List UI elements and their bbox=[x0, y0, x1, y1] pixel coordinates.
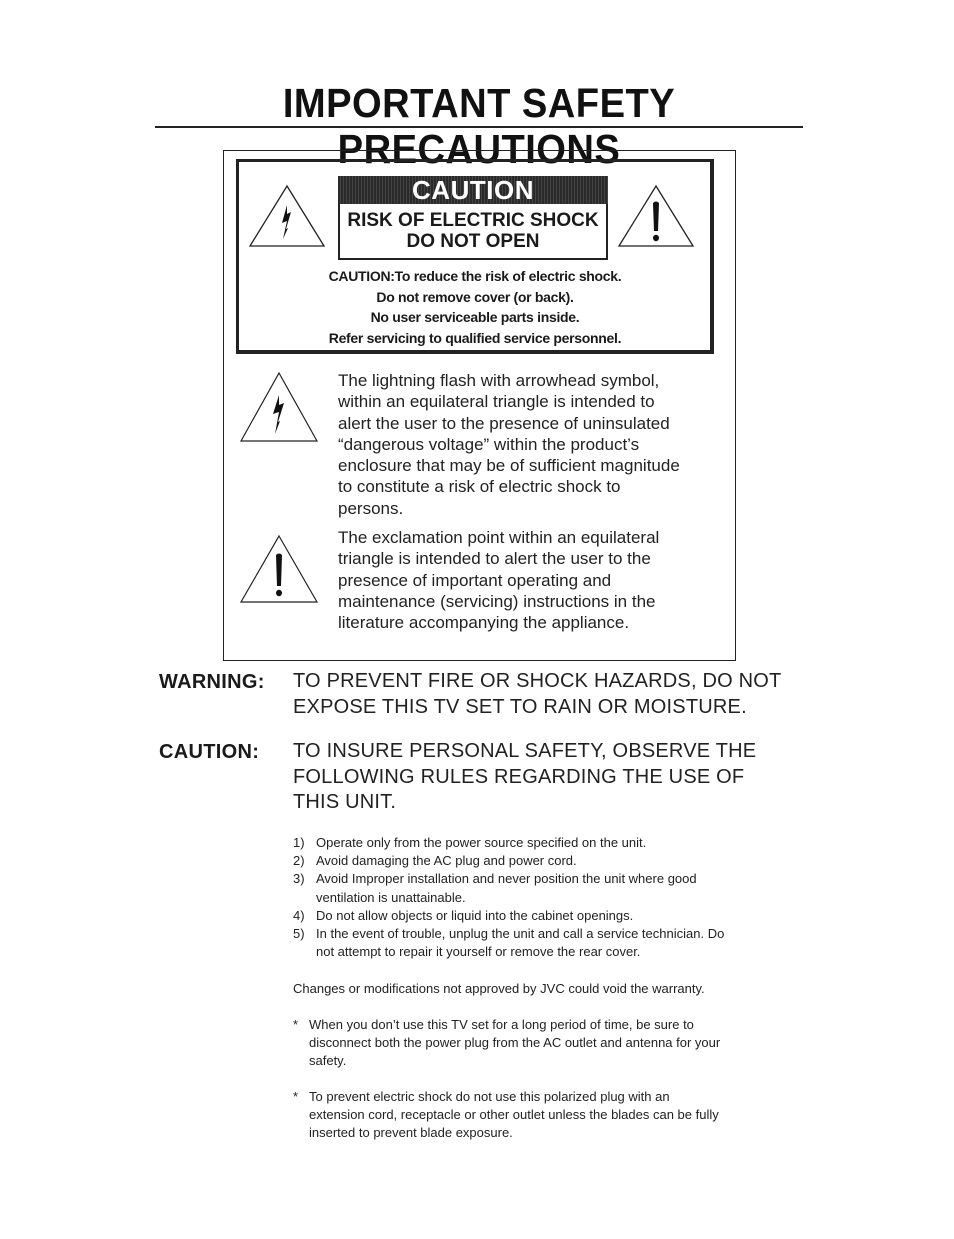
text-line: Avoid damaging the AC plug and power cord. bbox=[316, 853, 577, 869]
text-line: literature accompanying the appliance. bbox=[338, 613, 630, 633]
caution-line: No user serviceable parts inside. bbox=[370, 309, 580, 325]
list-item bbox=[293, 834, 813, 852]
caution-banner: CAUTION bbox=[338, 176, 608, 204]
rule-number: 3) bbox=[293, 871, 305, 887]
caution-line: CAUTION:To reduce the risk of electric shock. bbox=[328, 268, 622, 284]
text-line: within an equilateral triangle is intended to bbox=[338, 392, 655, 412]
warranty-note: Changes or modifications not approved by JVC could void the warranty. bbox=[293, 981, 705, 996]
list-item bbox=[293, 925, 813, 961]
text-line: The exclamation point within an equilateral bbox=[338, 528, 660, 547]
text-line: “dangerous voltage” within the product’s bbox=[338, 434, 640, 454]
text-line: to constitute a risk of electric shock to bbox=[338, 477, 621, 497]
text-line: TO PREVENT FIRE OR SHOCK HAZARDS, DO NOT bbox=[293, 670, 782, 692]
text-line: Avoid Improper installation and never position the unit where good bbox=[316, 871, 697, 887]
list-item bbox=[293, 907, 813, 925]
title-rule bbox=[155, 126, 803, 128]
note-2 bbox=[293, 1088, 813, 1143]
text-line: inserted to prevent blade exposure. bbox=[309, 1125, 513, 1141]
list-item bbox=[293, 870, 813, 906]
caution-label: CAUTION: bbox=[159, 741, 260, 763]
text-line: Operate only from the power source specified on the unit. bbox=[316, 835, 647, 850]
text-line: extension cord, receptacle or other outlet unless the blades can be fully bbox=[309, 1107, 719, 1123]
lightning-description bbox=[338, 370, 718, 519]
exclamation-description bbox=[338, 527, 718, 633]
risk-of-shock-label bbox=[338, 204, 608, 260]
text-line: presence of important operating and bbox=[338, 570, 612, 590]
text-line: triangle is intended to alert the user to the bbox=[338, 549, 651, 569]
text-line: FOLLOWING RULES REGARDING THE USE OF bbox=[293, 765, 745, 788]
asterisk: * bbox=[293, 1089, 299, 1104]
risk-line-1: RISK OF ELECTRIC SHOCK bbox=[347, 210, 599, 231]
exclamation-warning-icon bbox=[616, 183, 696, 249]
risk-line-2: DO NOT OPEN bbox=[406, 231, 540, 252]
exclamation-symbol-icon bbox=[238, 533, 320, 605]
text-line: not attempt to repair it yourself or remove the rear cover. bbox=[316, 944, 641, 960]
warning-text bbox=[293, 669, 813, 720]
rules-list bbox=[293, 834, 813, 961]
text-line: THIS UNIT. bbox=[293, 791, 397, 813]
text-line: TO INSURE PERSONAL SAFETY, OBSERVE THE bbox=[293, 740, 757, 762]
text-line: enclosure that may be of sufficient magnitude bbox=[338, 456, 680, 476]
rule-number: 1) bbox=[293, 835, 305, 850]
text-line: In the event of trouble, unplug the unit and call a service technician. Do bbox=[316, 926, 725, 942]
rule-number: 4) bbox=[293, 907, 305, 923]
caution-line: Do not remove cover (or back). bbox=[376, 288, 574, 305]
text-line: When you don’t use this TV set for a long period of time, be sure to bbox=[309, 1017, 694, 1032]
text-line: safety. bbox=[309, 1053, 347, 1069]
caution-text bbox=[293, 739, 813, 816]
rule-number: 2) bbox=[293, 853, 305, 869]
text-line: The lightning flash with arrowhead symbol, bbox=[338, 371, 660, 390]
text-line: ventilation is unattainable. bbox=[316, 889, 466, 905]
page-title: IMPORTANT SAFETY PRECAUTIONS bbox=[282, 80, 676, 172]
text-line: disconnect both the power plug from the AC outlet and antenna for your bbox=[309, 1035, 721, 1051]
note-1 bbox=[293, 1016, 813, 1071]
caution-instructions bbox=[246, 266, 704, 348]
rule-number: 5) bbox=[293, 926, 305, 942]
text-line: EXPOSE THIS TV SET TO RAIN OR MOISTURE. bbox=[293, 695, 747, 718]
lightning-warning-icon bbox=[247, 183, 327, 249]
lightning-symbol-icon bbox=[238, 370, 320, 444]
asterisk: * bbox=[293, 1017, 299, 1032]
text-line: To prevent electric shock do not use this polarized plug with an bbox=[309, 1089, 670, 1104]
warning-label: WARNING: bbox=[159, 671, 265, 693]
text-line: persons. bbox=[338, 498, 404, 518]
text-line: Do not allow objects or liquid into the cabinet openings. bbox=[316, 907, 634, 923]
list-item bbox=[293, 852, 813, 870]
text-line: alert the user to the presence of uninsulated bbox=[338, 413, 670, 433]
text-line: maintenance (servicing) instructions in the bbox=[338, 591, 656, 611]
caution-line: Refer servicing to qualified service personnel. bbox=[328, 329, 622, 346]
